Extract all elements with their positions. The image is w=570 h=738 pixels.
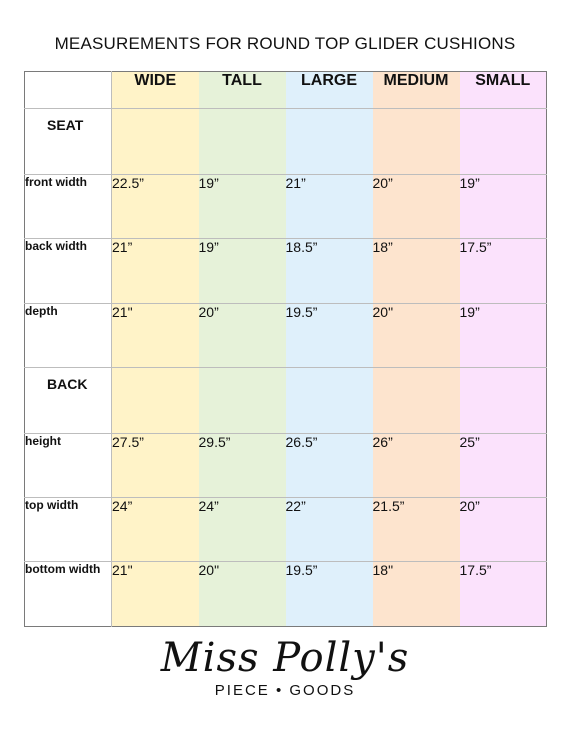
empty-cell bbox=[373, 368, 460, 433]
row-label: depth bbox=[25, 303, 112, 367]
column-header-medium: MEDIUM bbox=[373, 72, 460, 109]
row-label: back width bbox=[25, 239, 112, 303]
column-header-large: LARGE bbox=[286, 72, 373, 109]
value-cell: 19” bbox=[460, 303, 547, 367]
value-cell: 19” bbox=[199, 174, 286, 238]
value-cell: 19.5” bbox=[286, 562, 373, 627]
value-cell: 26.5” bbox=[286, 433, 373, 497]
row-label: bottom width bbox=[25, 562, 112, 627]
value-cell: 24” bbox=[199, 498, 286, 562]
value-cell: 20" bbox=[373, 303, 460, 367]
value-cell: 18.5” bbox=[286, 239, 373, 303]
row-label: height bbox=[25, 433, 112, 497]
value-cell: 21.5” bbox=[373, 498, 460, 562]
table-row-depth bbox=[25, 303, 547, 367]
value-cell: 21” bbox=[112, 239, 199, 303]
value-cell: 21” bbox=[286, 174, 373, 238]
value-cell: 20” bbox=[199, 303, 286, 367]
value-cell: 20" bbox=[199, 562, 286, 627]
column-header-tall: TALL bbox=[199, 72, 286, 109]
value-cell: 27.5” bbox=[112, 433, 199, 497]
value-cell: 17.5” bbox=[460, 239, 547, 303]
brand-logo bbox=[0, 636, 570, 706]
logo-name: Miss Polly's bbox=[160, 635, 410, 681]
header-row bbox=[25, 72, 547, 109]
section-row-seat bbox=[25, 109, 547, 174]
empty-cell bbox=[286, 368, 373, 433]
value-cell: 20” bbox=[460, 498, 547, 562]
empty-cell bbox=[199, 109, 286, 174]
section-row-back bbox=[25, 368, 547, 433]
empty-cell bbox=[373, 109, 460, 174]
empty-cell bbox=[460, 368, 547, 433]
value-cell: 22.5” bbox=[112, 174, 199, 238]
value-cell: 19.5” bbox=[286, 303, 373, 367]
table-row-back-width bbox=[25, 239, 547, 303]
logo-subtitle: PIECE • GOODS bbox=[214, 682, 356, 699]
value-cell: 18” bbox=[373, 239, 460, 303]
value-cell: 21" bbox=[112, 562, 199, 627]
row-label: front width bbox=[25, 174, 112, 238]
column-header-wide: WIDE bbox=[112, 72, 199, 109]
value-cell: 19” bbox=[199, 239, 286, 303]
empty-cell bbox=[112, 109, 199, 174]
value-cell: 18" bbox=[373, 562, 460, 627]
value-cell: 24” bbox=[112, 498, 199, 562]
table-row-bottom-width bbox=[25, 562, 547, 627]
section-label-seat: SEAT bbox=[25, 109, 112, 174]
value-cell: 25” bbox=[460, 433, 547, 497]
value-cell: 29.5” bbox=[199, 433, 286, 497]
section-label-back: BACK bbox=[25, 368, 112, 433]
value-cell: 20” bbox=[373, 174, 460, 238]
empty-cell bbox=[112, 368, 199, 433]
table-row-front-width bbox=[25, 174, 547, 238]
empty-cell bbox=[460, 109, 547, 174]
value-cell: 17.5” bbox=[460, 562, 547, 627]
table-row-top-width bbox=[25, 498, 547, 562]
value-cell: 22” bbox=[286, 498, 373, 562]
table-row-height bbox=[25, 433, 547, 497]
corner-cell bbox=[25, 72, 112, 109]
column-header-small: SMALL bbox=[460, 72, 547, 109]
value-cell: 19” bbox=[460, 174, 547, 238]
measurements-table bbox=[24, 71, 547, 627]
value-cell: 21" bbox=[112, 303, 199, 367]
empty-cell bbox=[286, 109, 373, 174]
page-title: MEASUREMENTS FOR ROUND TOP GLIDER CUSHIONS bbox=[54, 34, 516, 53]
empty-cell bbox=[199, 368, 286, 433]
row-label: top width bbox=[25, 498, 112, 562]
value-cell: 26” bbox=[373, 433, 460, 497]
